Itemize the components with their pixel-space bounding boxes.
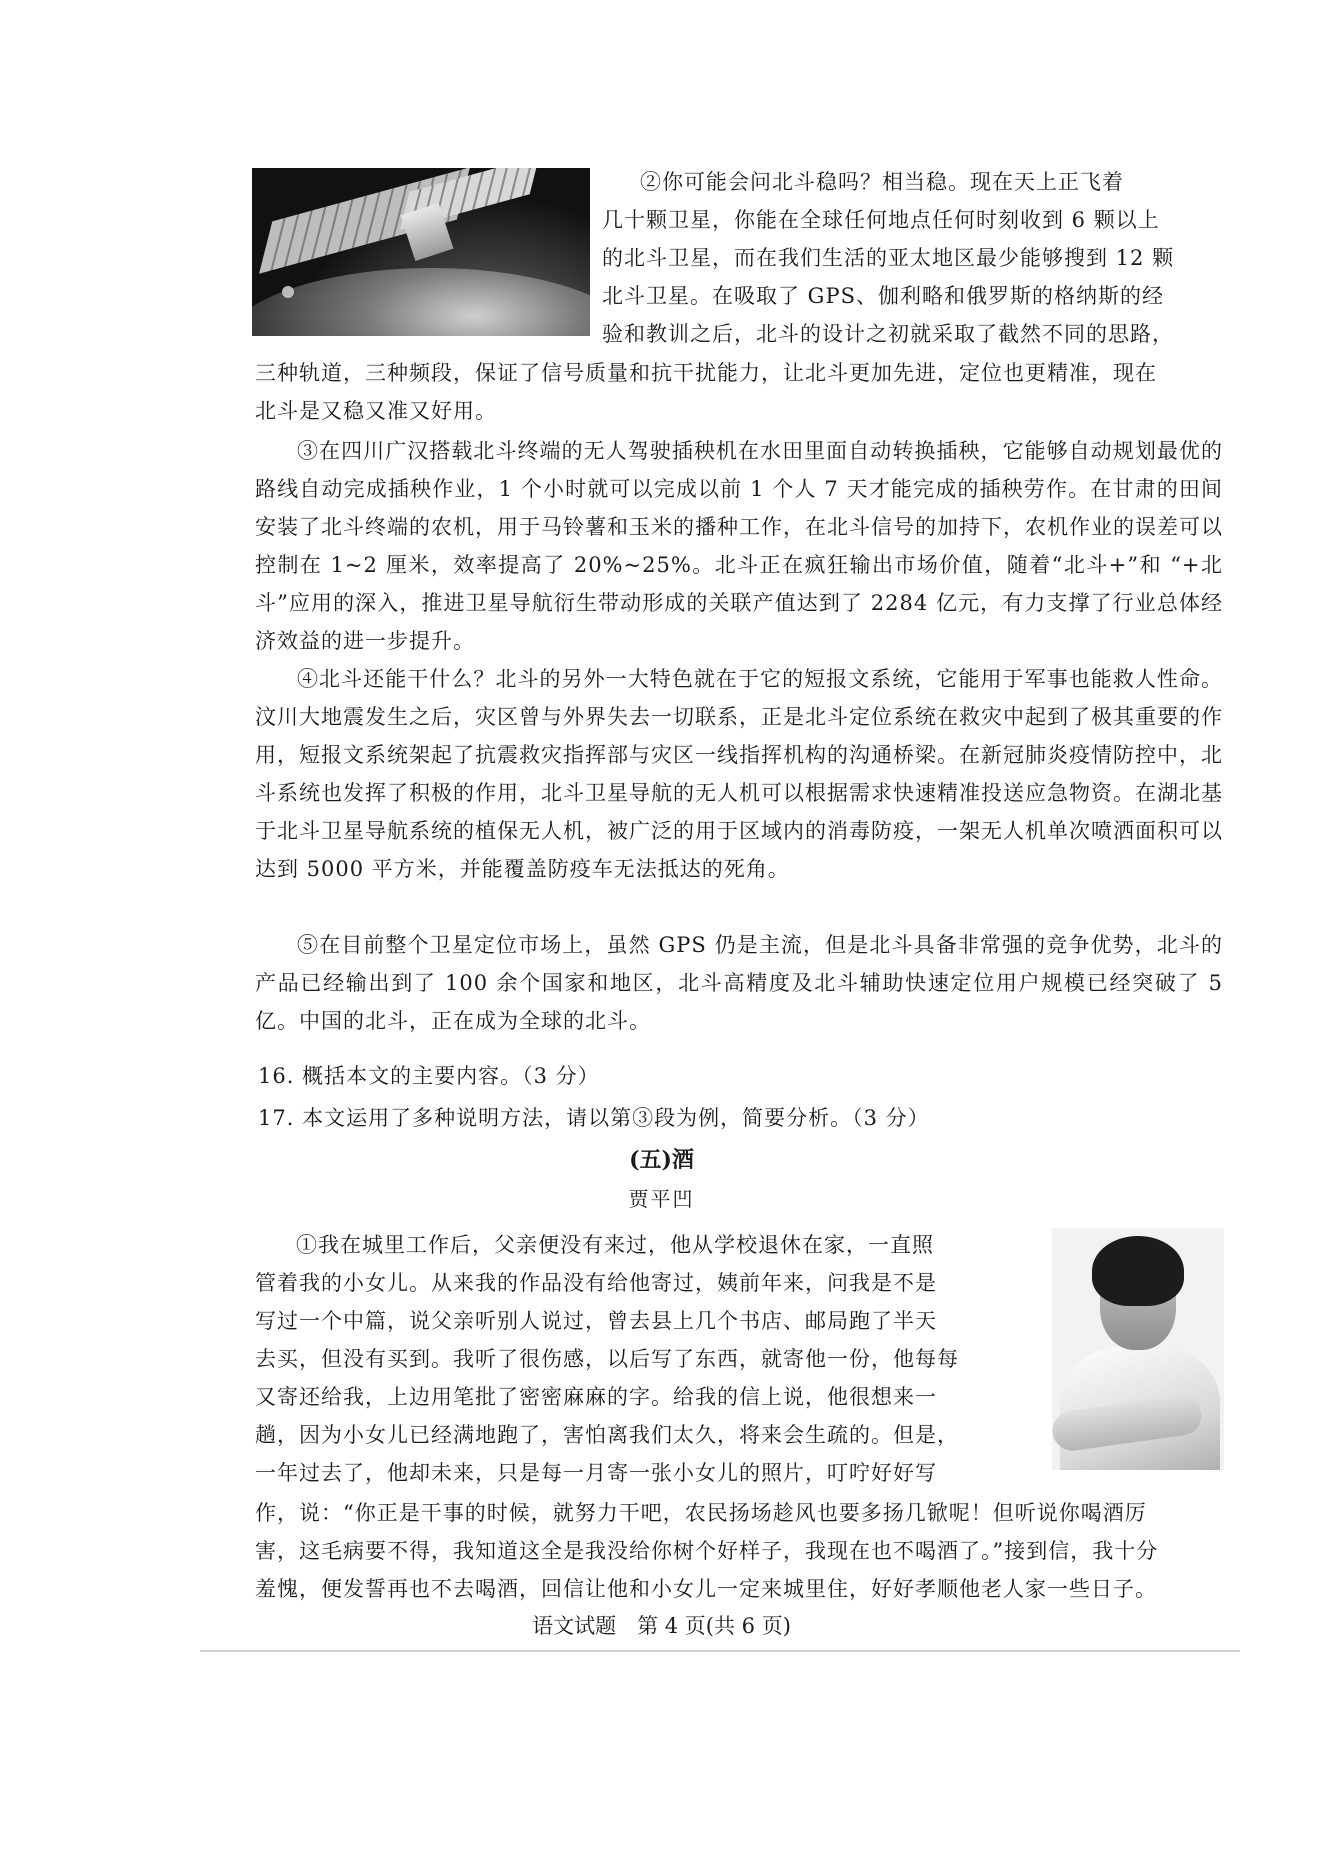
paragraph-3-text: ③在四川广汉搭载北斗终端的无人驾驶插秧机在水田里面自动转换插秧，它能够自动规划最优的路线自动完成插秧作业，1 个小时就可以完成以前 1 个人 7 天才能完成的插秧劳作。在甘肃的田间安装了北斗终端的农机，用于马铃薯和玉米的播种工作，在北斗信号的加持下，农机作业的误差可以控制在 1~2 厘米，效率提高了 20%~25%。北斗正在疯狂输出市场价值，随着“北斗+”和 “+北斗”应用的深入，推进卫星导航衍生带动形成的关联产值达到了 2284 亿元，有力支撑了行业总体经济效益的进一步提升。	[255, 439, 1223, 653]
section-title: (五)酒	[629, 1147, 694, 1173]
author-portrait	[1052, 1228, 1224, 1470]
s5-line-4: 去买，但没有买到。我听了很伤感，以后写了东西，就寄他一份，他每每	[255, 1347, 959, 1371]
p2-line-5: 验和教训之后，北斗的设计之初就采取了截然不同的思路，	[602, 322, 1174, 346]
paragraph-4-text: ④北斗还能干什么？北斗的另外一大特色就在于它的短报文系统，它能用于军事也能救人性命。汶川大地震发生之后，灾区曾与外界失去一切联系，正是北斗定位系统在救灾中起到了极其重要的作用，短报文系统架起了抗震救灾指挥部与灾区一线指挥机构的沟通桥梁。在新冠肺炎疫情防控中，北斗系统也发挥了积极的作用，北斗卫星导航的无人机可以根据需求快速精准投送应急物资。在湖北基于北斗卫星导航系统的植保无人机，被广泛的用于区域内的消毒防疫，一架无人机单次喷洒面积可以达到 5000 平方米，并能覆盖防疫车无法抵达的死角。	[255, 667, 1223, 881]
footer-divider	[200, 1650, 1240, 1652]
portrait-hair	[1092, 1236, 1184, 1306]
s5-line-5: 又寄还给我，上边用笔批了密密麻麻的字。给我的信上说，他很想来一	[255, 1385, 937, 1409]
p2-line-2: 几十颗卫星，你能在全球任何地点任何时刻收到 6 颗以上	[602, 208, 1160, 232]
s5-line-1: ①我在城里工作后，父亲便没有来过，他从学校退休在家，一直照	[296, 1233, 934, 1257]
paragraph-4	[255, 660, 1223, 888]
p2-line-1: ②你可能会问北斗稳吗？相当稳。现在天上正飞着	[640, 170, 1124, 194]
paragraph-5-text: ⑤在目前整个卫星定位市场上，虽然 GPS 仍是主流，但是北斗具备非常强的竞争优势，北斗的产品已经输出到了 100 余个国家和地区，北斗高精度及北斗辅助快速定位用户规模已经突破了 5 亿。中国的北斗，正在成为全球的北斗。	[255, 933, 1223, 1033]
moon-shape	[282, 286, 294, 298]
p2-line-3: 的北斗卫星，而在我们生活的亚太地区最少能够搜到 12 颗	[602, 246, 1175, 270]
page-footer: 语文试题 第 4 页(共 6 页)	[532, 1614, 791, 1638]
s5-line-9: 害，这毛病要不得，我知道这全是我没给你树个好样子，我现在也不喝酒了。”接到信，我十分	[255, 1539, 1159, 1563]
p2-line-7: 北斗是又稳又准又好用。	[255, 399, 497, 423]
satellite-image	[252, 168, 590, 336]
s5-line-3: 写过一个中篇，说父亲听别人说过，曾去县上几个书店、邮局跑了半天	[255, 1309, 937, 1333]
s5-line-10: 羞愧，便发誓再也不去喝酒，回信让他和小女儿一定来城里住，好好孝顺他老人家一些日子。	[255, 1577, 1157, 1601]
question-17: 17. 本文运用了多种说明方法，请以第③段为例，简要分析。（3 分）	[258, 1106, 930, 1130]
p2-line-4: 北斗卫星。在吸取了 GPS、伽利略和俄罗斯的格纳斯的经	[602, 284, 1164, 308]
s5-line-6: 趟，因为小女儿已经满地跑了，害怕离我们太久，将来会生疏的。但是，	[255, 1423, 959, 1447]
author-name: 贾平凹	[628, 1187, 695, 1211]
paragraph-3	[255, 432, 1223, 660]
paragraph-5	[255, 926, 1223, 1040]
p2-line-6: 三种轨道，三种频段，保证了信号质量和抗干扰能力，让北斗更加先进，定位也更精准，现在	[255, 361, 1157, 385]
s5-line-2: 管着我的小女儿。从来我的作品没有给他寄过，姨前年来，问我是不是	[255, 1271, 937, 1295]
s5-line-7: 一年过去了，他却未来，只是每一月寄一张小女儿的照片，叮咛好好写	[255, 1461, 937, 1485]
question-16: 16. 概括本文的主要内容。（3 分）	[258, 1064, 600, 1088]
s5-line-8: 作，说：“你正是干事的时候，就努力干吧，农民扬场趁风也要多扬几锨呢！但听说你喝酒厉	[255, 1501, 1147, 1525]
earth-shape	[252, 268, 590, 336]
